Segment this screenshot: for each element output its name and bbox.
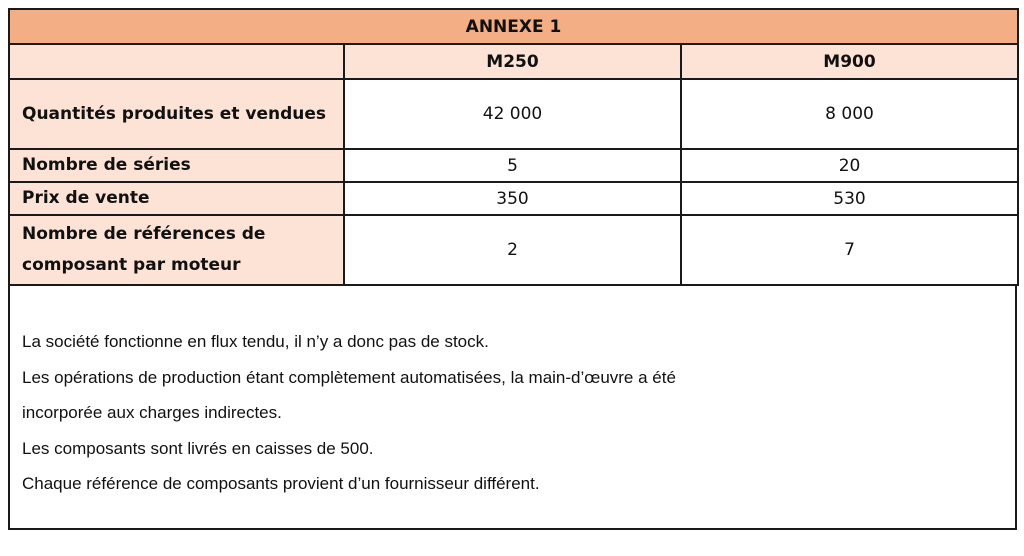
row-label: Prix de vente — [9, 182, 344, 215]
table-row — [9, 149, 1018, 182]
cell-m900: 8 000 — [681, 79, 1018, 149]
note-line: Chaque référence de composants provient d’un fournisseur différent. — [22, 474, 540, 493]
note-line: La société fonctionne en flux tendu, il n’y a donc pas de stock. — [22, 332, 489, 351]
cell-m250: 2 — [344, 215, 681, 285]
note-line: Les opérations de production étant complètement automatisées, la main-d’œuvre a été — [22, 367, 676, 387]
header-m250: M250 — [344, 44, 681, 79]
cell-m900: 530 — [681, 182, 1018, 215]
header-m900: M900 — [681, 44, 1018, 79]
table-row — [9, 79, 1018, 149]
row-label: Quantités produites et vendues — [9, 79, 344, 149]
cell-m250: 42 000 — [344, 79, 681, 149]
cell-m250: 5 — [344, 149, 681, 182]
annex-document — [8, 8, 1017, 530]
table-row — [9, 215, 1018, 285]
row-label: Nombre de références de composant par moteur — [9, 215, 344, 285]
table-row — [9, 182, 1018, 215]
cell-m900: 7 — [681, 215, 1018, 285]
note-line: Les composants sont livrés en caisses de 500. — [22, 438, 374, 458]
cell-m900: 20 — [681, 149, 1018, 182]
note-line: incorporée aux charges indirectes. — [22, 403, 282, 422]
row-label: Nombre de séries — [9, 149, 344, 182]
cell-m250: 350 — [344, 182, 681, 215]
annex-table — [8, 8, 1019, 286]
notes-box — [8, 286, 1017, 530]
annex-title: ANNEXE 1 — [9, 9, 1018, 44]
header-empty-cell — [9, 44, 344, 79]
